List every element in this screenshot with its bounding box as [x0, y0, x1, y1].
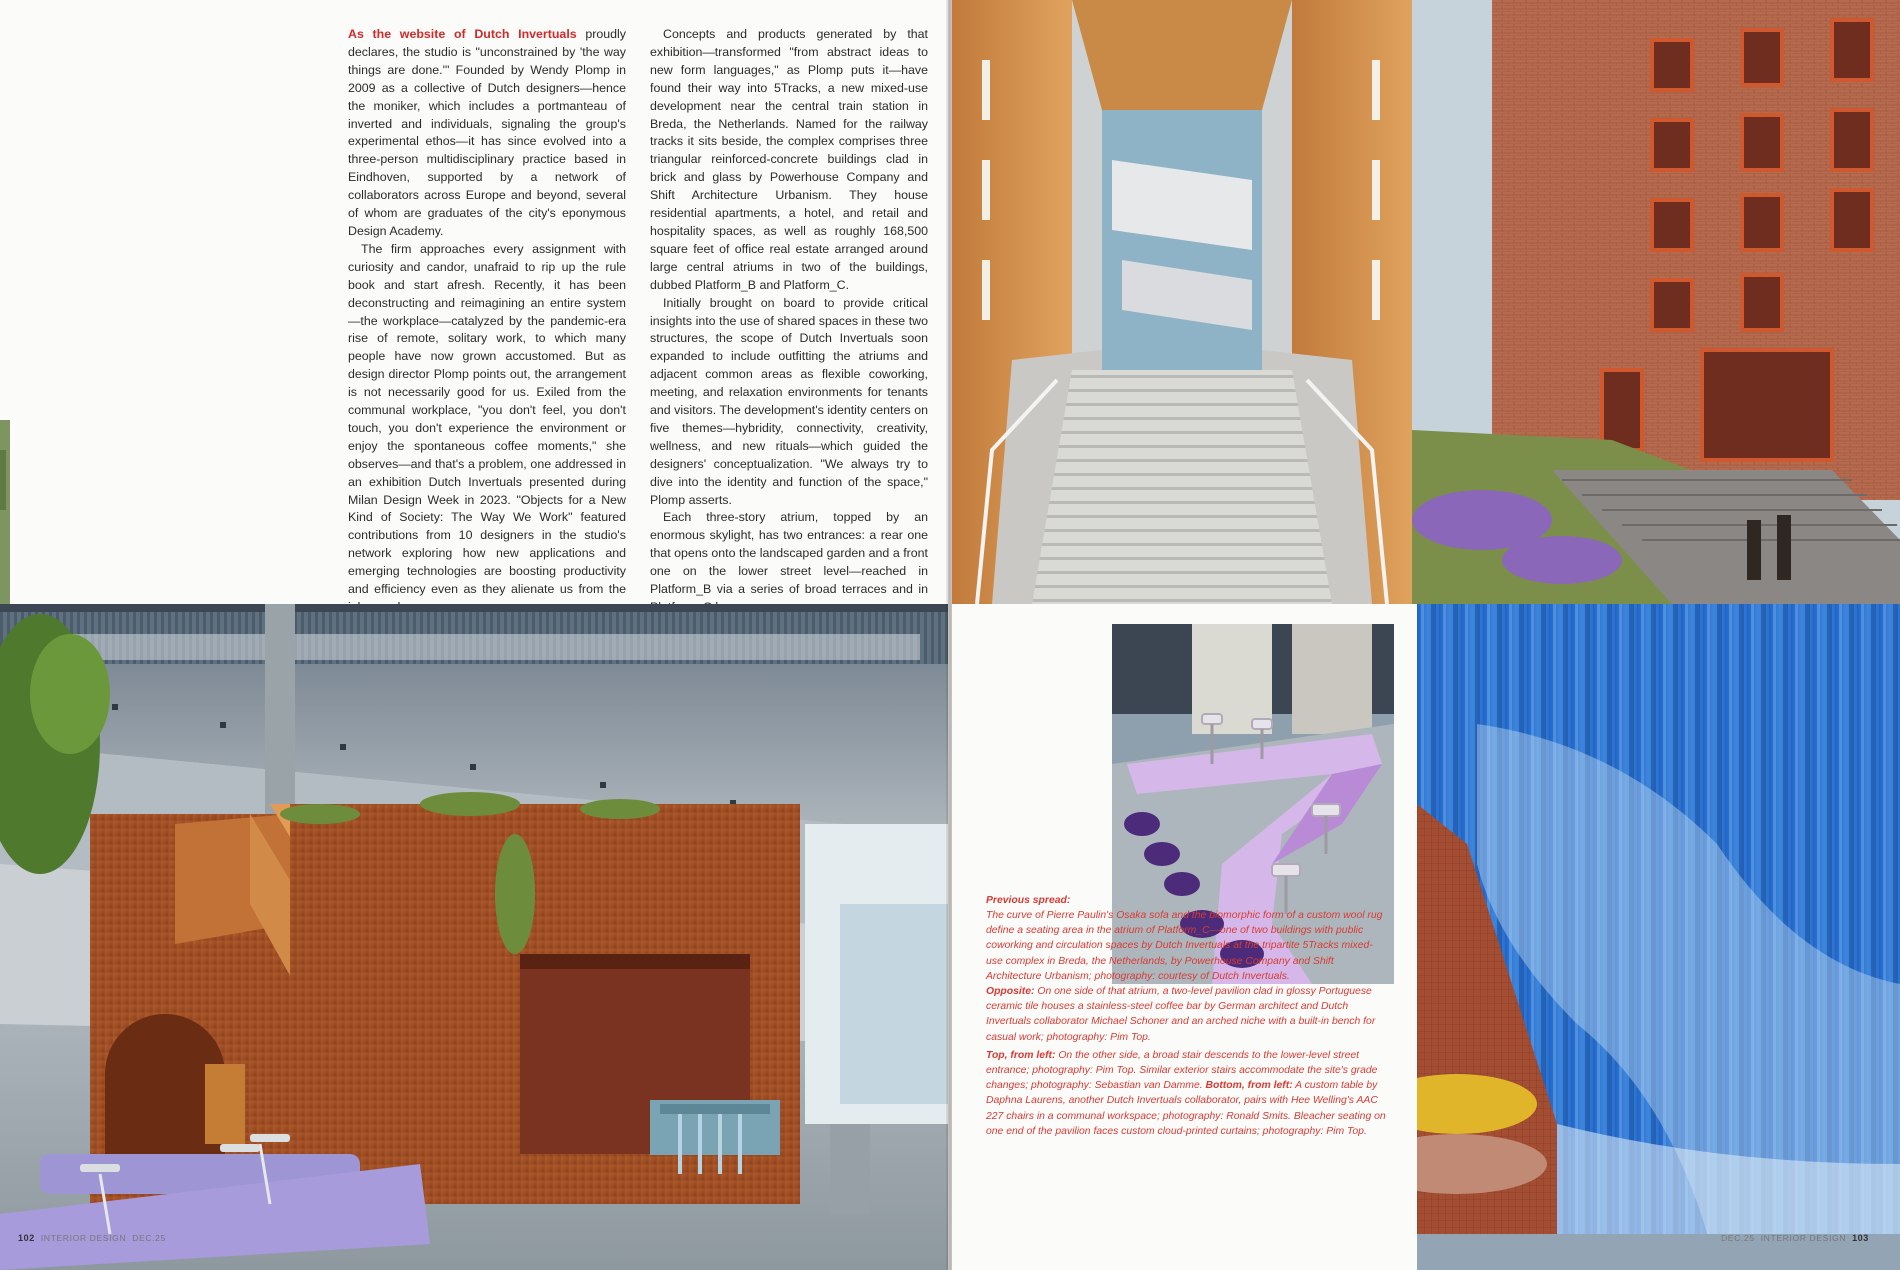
- right-folio-issue: DEC.25: [1721, 1233, 1755, 1243]
- column1-p1-text: proudly declares, the studio is "unconstrained by 'the way things are done.'" Founded by Wendy Plomp in 2009 as a collective of Dutch designers—hence the moniker, which includes a portmanteau of inverted and individuals, signaling the group's experimental ethos—it has since evolved into a three-person multidisciplinary practice based in Eindhoven, supported by a network of collaborators across Europe and beyond, several of whom are graduates of the city's eponymous Design Academy.: [348, 27, 626, 238]
- caption-bottom-text: A custom table by Daphna Laurens, another Dutch Invertuals collaborator, pairs with Hee Welling's AAC 227 chairs in a communal workspace; photography: Ronald Smits. Bleacher seating on one end of the pavilion faces custom cloud-printed curtains; photography: Pim Top.: [986, 1080, 1386, 1137]
- lead-in-text: As the website of Dutch Invertuals: [348, 27, 577, 41]
- caption-top-from-left: [986, 1048, 1386, 1139]
- left-folio-issue: DEC.25: [132, 1233, 166, 1243]
- left-folio-publication: INTERIOR DESIGN: [40, 1233, 127, 1243]
- caption-top-label: Top, from left:: [986, 1049, 1056, 1061]
- caption-opp-label: Opposite:: [986, 986, 1035, 998]
- caption-top-text: On the other side, a broad stair descends to the lower-level street entrance; photography: Pim Top. Similar exterior stairs accommodate the site's grade changes; photography: Sebastian van Damme.: [986, 1049, 1378, 1092]
- column2-paragraph-3: [650, 509, 928, 616]
- caption-previous-spread-head: [986, 893, 1116, 908]
- exterior-brick-building-photo: [1412, 0, 1900, 604]
- column2-paragraph-2: Initially brought on board to provide critical insights into the use of shared spaces in these two structures, the scope of Dutch Invertuals soon expanded to include outfitting the atriums and adjacent common areas as flexible coworking, meeting, and relaxation environments for tenants and visitors. The development's identity centers on five themes—hybridity, connectivity, creativity, wellness, and new rituals—which guided the designers' conceptualization. "We always try to dive into the identity and function of the space," Plomp asserts.: [650, 295, 928, 507]
- body-column-2: [650, 26, 928, 617]
- right-folio: [1721, 1233, 1869, 1243]
- caption-prev-text: The curve of Pierre Paulin's Osaka sofa and the biomorphic form of a custom wool rug define a seating area in the atrium of Platform_C—one of two buildings with public coworking and circulation spaces by Dutch Invertuals at the tripartite 5Tracks mixed-use complex in Breda, the Netherlands, by Powerhouse Company and Shift Architecture Urbanism; photography: courtesy of Dutch Invertuals.: [986, 910, 1383, 982]
- left-page-number: 102: [18, 1233, 35, 1243]
- caption-prev-label: Previous spread:: [986, 895, 1071, 906]
- interior-stair-photo: [952, 0, 1412, 604]
- caption-block: [986, 908, 1386, 1139]
- body-column-1: [348, 26, 626, 617]
- column1-paragraph-2: The firm approaches every assignment with curiosity and candor, unafraid to rip up the rule book and start afresh. Recently, it has been deconstructing and reimagining an entire system—the workplace—catalyzed by the pandemic-era rise of remote, solitary work, to which many people have now grown accustomed. But as design director Plomp points out, the arrangement is not necessarily good for us. Exiled from the communal workplace, "you don't feel, you don't touch, you don't experience the environment or enjoy the spontaneous coffee moments," she observes—and that's a problem, one addressed in an exhibition Dutch Invertuals presented during Milan Design Week in 2023. "Objects for a New Kind of Society: The Way We Work" featured contributions from 10 designers in the studio's network exploring how new applications and emerging technologies are boosting productivity and efficiency even as they alienate us from the: [348, 241, 626, 597]
- caption-opp-text: On one side of that atrium, a two-level pavilion clad in glossy Portuguese ceramic tile houses a stainless-steel coffee bar by German architect and Dutch Invertuals collaborator Michael Schoner and an arched niche with a built-in bench for casual work; photography: Pim Top.: [986, 986, 1376, 1043]
- column1-paragraph-1: [348, 26, 626, 241]
- caption-bottom-label: Bottom, from left:: [1205, 1080, 1293, 1092]
- right-folio-publication: INTERIOR DESIGN: [1760, 1233, 1847, 1243]
- caption-previous-spread: [986, 908, 1386, 984]
- column2-p3-text: Each three-story atrium, topped by an enormous skylight, has two entrances: a rear one that opens onto the landscaped garden and a front one on the lower street level—reached in Platform_B via a series of broad terraces and in: [650, 510, 928, 597]
- plant-edge-photo: [0, 420, 10, 610]
- right-page-number: 103: [1852, 1233, 1869, 1243]
- left-folio: [18, 1233, 166, 1243]
- column2-paragraph-1: Concepts and products generated by that exhibition—transformed "from abstract ideas to new form languages," as Plomp puts it—have found their way into 5Tracks, a new mixed-use development near the central train station in Breda, the Netherlands. Named for the railway tracks it sits beside, the complex comprises three triangular reinforced-concrete buildings clad in brick and glass by Powerhouse Company and Shift Architecture Urbanism. They house residential apartments, a hotel, and retail and hospitality spaces, as well as roughly 168,500 square feet of office real estate arranged around large central atriums in two of the buildings, dubbed Platform_B and Platform_C.: [650, 27, 928, 292]
- atrium-pavilion-photo: [0, 604, 948, 1270]
- blue-curtain-bleacher-photo: [1417, 604, 1900, 1270]
- caption-opposite: [986, 984, 1386, 1045]
